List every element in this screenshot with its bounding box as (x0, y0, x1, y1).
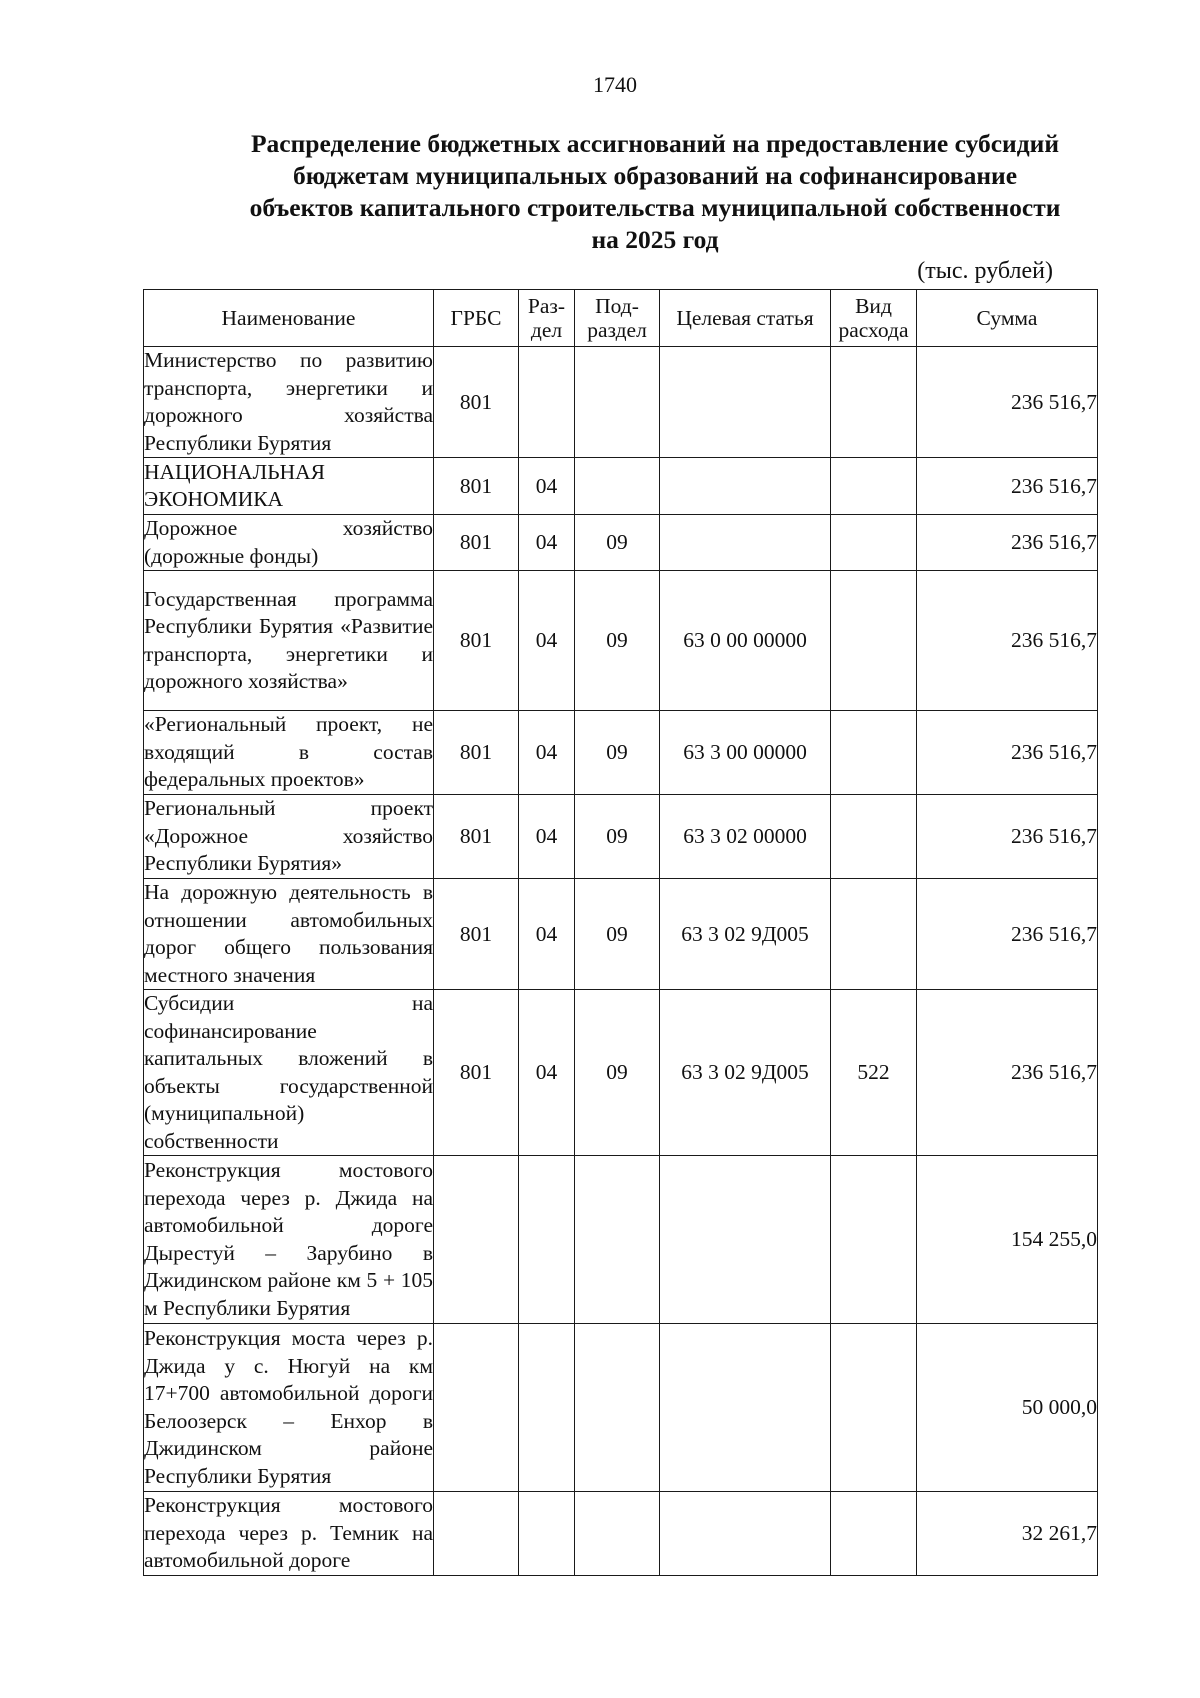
header-expense-type-line2: расхода (838, 318, 909, 342)
row-sum: 236 516,7 (917, 347, 1098, 458)
row-name: Реконструкция мостового перехода через р. Джида на автомобильной дороге Дырестуй – Зарубино в Джидинском районе км 5 + 105 м Республики Бурятия (144, 1156, 434, 1324)
row-expense-type: 522 (831, 990, 917, 1156)
row-grbs: 801 (434, 347, 519, 458)
table-row (144, 458, 1098, 515)
row-sum: 236 516,7 (917, 795, 1098, 879)
row-razdel: 04 (519, 711, 575, 795)
row-target-article (660, 1324, 831, 1492)
row-expense-type (831, 795, 917, 879)
table-row (144, 571, 1098, 711)
header-expense-type-line1: Вид (855, 294, 892, 318)
row-sum: 236 516,7 (917, 879, 1098, 990)
table-row (144, 1156, 1098, 1324)
row-expense-type (831, 515, 917, 571)
row-target-article: 63 3 02 9Д005 (660, 879, 831, 990)
row-grbs (434, 1156, 519, 1324)
row-sum: 32 261,7 (917, 1492, 1098, 1576)
document-title (195, 128, 1115, 256)
table-row (144, 1324, 1098, 1492)
row-expense-type (831, 1324, 917, 1492)
row-expense-type (831, 1156, 917, 1324)
row-expense-type (831, 347, 917, 458)
table-row (144, 879, 1098, 990)
row-podrazdel (575, 1324, 660, 1492)
table-row (144, 990, 1098, 1156)
page-number: 1740 (593, 72, 637, 97)
row-podrazdel: 09 (575, 515, 660, 571)
header-target-article: Целевая статья (660, 290, 831, 347)
budget-table (143, 289, 1098, 1576)
table-row (144, 347, 1098, 458)
row-grbs (434, 1324, 519, 1492)
row-target-article (660, 515, 831, 571)
row-expense-type (831, 879, 917, 990)
title-line: объектов капитального строительства муниципальной собственности (249, 193, 1061, 222)
row-sum: 236 516,7 (917, 990, 1098, 1156)
title-line: Распределение бюджетных ассигнований на предоставление субсидий (250, 129, 1060, 158)
row-grbs: 801 (434, 879, 519, 990)
row-name: На дорожную деятельность в отношении автомобильных дорог общего пользования местного значения (144, 879, 434, 990)
header-razdel (519, 290, 575, 347)
row-target-article: 63 3 02 9Д005 (660, 990, 831, 1156)
row-grbs: 801 (434, 711, 519, 795)
row-podrazdel: 09 (575, 571, 660, 711)
units-label: (тыс. рублей) (917, 258, 1053, 284)
table-row (144, 515, 1098, 571)
row-razdel: 04 (519, 571, 575, 711)
header-name: Наименование (144, 290, 434, 347)
row-target-article: 63 3 02 00000 (660, 795, 831, 879)
row-expense-type (831, 1492, 917, 1576)
row-sum: 236 516,7 (917, 711, 1098, 795)
row-razdel (519, 347, 575, 458)
row-name: Субсидии на софинансирование капитальных вложений в объекты государственной (муниципальной) собственности (144, 990, 434, 1156)
header-sum: Сумма (917, 290, 1098, 347)
row-sum: 236 516,7 (917, 458, 1098, 515)
header-razdel-line2: дел (530, 318, 563, 342)
header-row (144, 290, 1098, 347)
header-podrazdel-line1: Под- (595, 294, 639, 318)
row-razdel: 04 (519, 990, 575, 1156)
header-podrazdel-line2: раздел (587, 318, 647, 342)
row-podrazdel (575, 1156, 660, 1324)
row-grbs: 801 (434, 990, 519, 1156)
row-name: НАЦИОНАЛЬНАЯ ЭКОНОМИКА (144, 458, 434, 515)
row-grbs (434, 1492, 519, 1576)
row-podrazdel: 09 (575, 990, 660, 1156)
row-name: Реконструкция моста через р. Джида у с. Нюгуй на км 17+700 автомобильной дороги Белоозерск – Енхор в Джидинском районе Республики Бурятия (144, 1324, 434, 1492)
row-expense-type (831, 571, 917, 711)
row-name: Министерство по развитию транспорта, энергетики и дорожного хозяйства Республики Бурятия (144, 347, 434, 458)
row-grbs: 801 (434, 515, 519, 571)
row-podrazdel (575, 458, 660, 515)
row-target-article (660, 1492, 831, 1576)
row-razdel (519, 1492, 575, 1576)
row-grbs: 801 (434, 458, 519, 515)
row-target-article: 63 0 00 00000 (660, 571, 831, 711)
row-razdel: 04 (519, 515, 575, 571)
row-podrazdel: 09 (575, 711, 660, 795)
row-name: Региональный проект «Дорожное хозяйство Республики Бурятия» (144, 795, 434, 879)
row-razdel (519, 1324, 575, 1492)
table-row (144, 1492, 1098, 1576)
row-name: Государственная программа Республики Бурятия «Развитие транспорта, энергетики и дорожного хозяйства» (144, 571, 434, 711)
row-razdel: 04 (519, 458, 575, 515)
header-expense-type (831, 290, 917, 347)
row-grbs: 801 (434, 795, 519, 879)
row-sum: 236 516,7 (917, 571, 1098, 711)
row-sum: 154 255,0 (917, 1156, 1098, 1324)
row-expense-type (831, 711, 917, 795)
row-razdel: 04 (519, 879, 575, 990)
table-row (144, 711, 1098, 795)
row-razdel (519, 1156, 575, 1324)
row-target-article (660, 458, 831, 515)
title-line: бюджетам муниципальных образований на софинансирование (292, 161, 1018, 190)
row-sum: 50 000,0 (917, 1324, 1098, 1492)
title-line: на 2025 год (591, 225, 719, 254)
row-name: Дорожное хозяйство (дорожные фонды) (144, 515, 434, 571)
row-podrazdel (575, 1492, 660, 1576)
table-row (144, 795, 1098, 879)
row-target-article (660, 1156, 831, 1324)
row-grbs: 801 (434, 571, 519, 711)
header-razdel-line1: Раз- (527, 294, 566, 318)
row-name: «Региональный проект, не входящий в состав федеральных проектов» (144, 711, 434, 795)
row-name: Реконструкция мостового перехода через р. Темник на автомобильной дороге (144, 1492, 434, 1576)
row-razdel: 04 (519, 795, 575, 879)
row-target-article (660, 347, 831, 458)
row-podrazdel: 09 (575, 879, 660, 990)
header-grbs: ГРБС (434, 290, 519, 347)
header-podrazdel (575, 290, 660, 347)
row-podrazdel (575, 347, 660, 458)
row-podrazdel: 09 (575, 795, 660, 879)
row-sum: 236 516,7 (917, 515, 1098, 571)
row-target-article: 63 3 00 00000 (660, 711, 831, 795)
row-expense-type (831, 458, 917, 515)
